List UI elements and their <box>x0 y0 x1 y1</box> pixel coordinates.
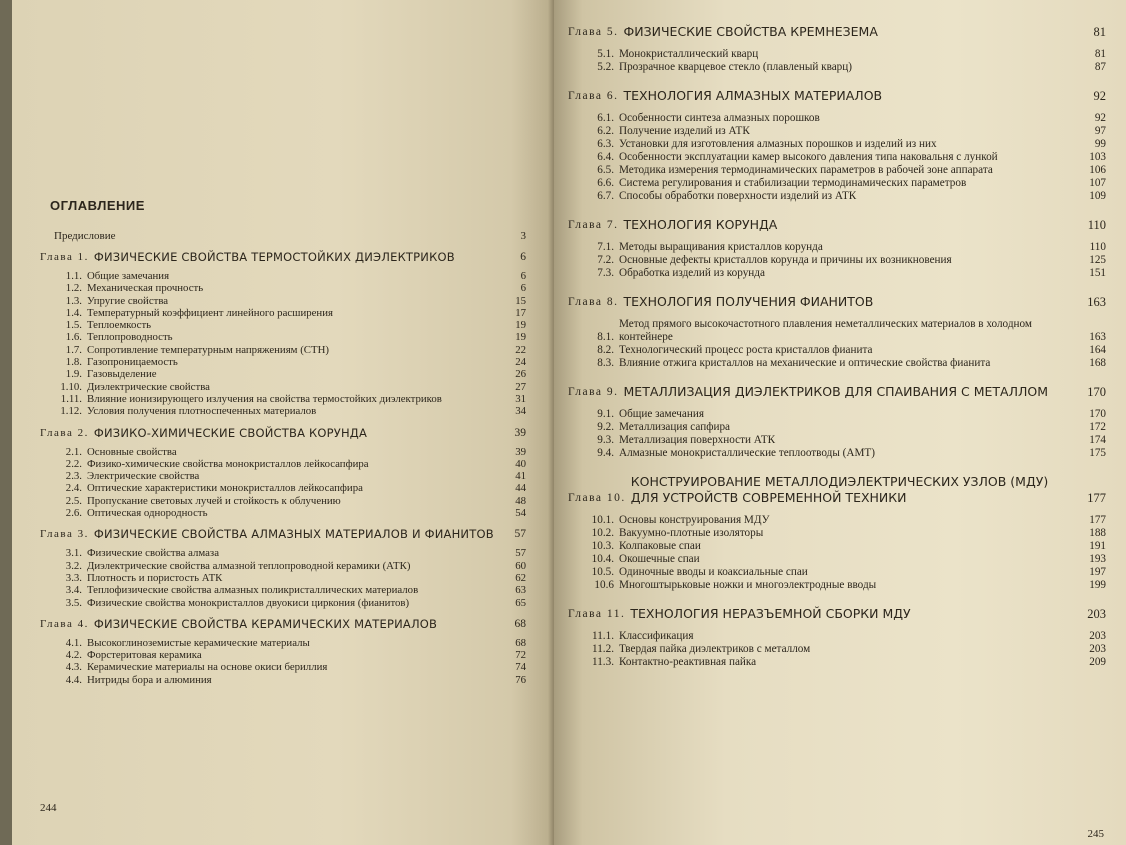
item-number: 8.1. <box>597 331 614 343</box>
toc-item <box>568 643 1106 656</box>
item-number: 7.1. <box>597 241 614 253</box>
toc-item <box>568 267 1106 280</box>
toc-item <box>568 630 1106 643</box>
item-title: Одиночные вводы и коаксиальные спаи <box>619 566 808 578</box>
item-page: 17 <box>515 306 526 319</box>
chapter-label: Глава 6. <box>568 90 619 102</box>
item-page: 92 <box>1094 112 1106 124</box>
item-title: Теплоемкость <box>87 319 152 332</box>
chapter-label: Глава 1. <box>40 251 89 263</box>
toc-item <box>40 307 526 319</box>
item-page: 19 <box>515 319 526 332</box>
item-number: 1.5. <box>65 319 82 332</box>
toc-item <box>40 344 526 356</box>
item-title: Металлизация поверхности АТК <box>619 434 776 446</box>
item-number: 9.3. <box>597 434 614 446</box>
item-title: Оптические характеристики монокристаллов лейкосапфира <box>87 482 363 495</box>
item-page: 191 <box>1089 540 1106 552</box>
item-page: 26 <box>515 368 526 381</box>
right-chapter-list <box>568 24 1106 669</box>
item-title: Упругие свойства <box>87 294 169 307</box>
toc-item <box>40 368 526 380</box>
item-number: 6.3. <box>597 138 614 150</box>
chapter-page: 6 <box>520 251 526 263</box>
item-title: Основные свойства <box>87 445 177 458</box>
item-number: 11.2. <box>592 643 614 655</box>
toc-item <box>568 138 1106 151</box>
item-page: 6 <box>520 282 526 295</box>
item-title: Методика измерения термодинамических параметров в рабочей зоне аппарата <box>619 164 993 176</box>
toc-item <box>568 434 1106 447</box>
chapter-page: 110 <box>1087 218 1106 232</box>
chapter-title: ФИЗИЧЕСКИЕ СВОЙСТВА КЕРАМИЧЕСКИХ МАТЕРИАЛОВ <box>93 616 438 631</box>
toc-item <box>40 584 526 596</box>
item-number: 2.4. <box>65 482 82 495</box>
item-number: 4.1. <box>65 636 82 649</box>
item-number: 5.2. <box>597 61 614 73</box>
item-number: 6.7. <box>597 190 614 202</box>
item-page: 177 <box>1089 514 1106 526</box>
item-page: 203 <box>1089 643 1106 655</box>
item-page: 15 <box>515 294 526 307</box>
item-number: 8.2. <box>597 344 614 356</box>
left-chapter-list <box>40 250 526 686</box>
item-title: Электрические свойства <box>87 470 200 483</box>
item-page: 63 <box>515 584 526 597</box>
item-page: 168 <box>1089 357 1106 369</box>
chapter-title: КОНСТРУИРОВАНИЕ МЕТАЛЛОДИЭЛЕКТРИЧЕСКИХ УЗЛОВ (МДУ) ДЛЯ УСТРОЙСТВ СОВРЕМЕННОЙ ТЕХНИКИ <box>630 474 1049 505</box>
item-title: Физические свойства алмаза <box>87 547 219 560</box>
item-page: 54 <box>515 507 526 520</box>
toc-item <box>40 270 526 282</box>
chapter-label: Глава 5. <box>568 26 619 38</box>
item-page: 31 <box>515 392 526 405</box>
item-page: 48 <box>515 494 526 507</box>
item-title: Алмазные монокристаллические теплоотводы (АМТ) <box>619 447 875 459</box>
item-page: 62 <box>515 571 526 584</box>
item-page: 41 <box>515 470 526 483</box>
item-title: Особенности синтеза алмазных порошков <box>619 112 820 124</box>
toc-item <box>568 344 1106 357</box>
item-title: Окошечные спаи <box>619 553 700 565</box>
item-page: 60 <box>515 559 526 572</box>
item-page: 106 <box>1089 164 1106 176</box>
item-title: Физико-химические свойства монокристаллов лейкосапфира <box>87 457 369 470</box>
item-number: 9.1. <box>597 408 614 420</box>
item-title: Температурный коэффициент линейного расширения <box>87 306 333 319</box>
item-number: 1.3. <box>65 294 82 307</box>
item-title: Метод прямого высокочастотного плавления неметаллических материалов в холодном контейнере <box>619 318 1032 343</box>
item-number: 1.2. <box>65 282 82 295</box>
chapter-label: Глава 3. <box>40 528 89 541</box>
toc-item <box>568 447 1106 460</box>
preface-page: 3 <box>520 230 526 242</box>
toc-item <box>40 507 526 519</box>
toc-item <box>568 553 1106 566</box>
chapter-title: ТЕХНОЛОГИЯ НЕРАЗЪЕМНОЙ СБОРКИ МДУ <box>630 606 911 621</box>
toc-item <box>40 674 526 686</box>
item-title: Оптическая однородность <box>87 507 208 520</box>
item-number: 11.1. <box>592 630 614 642</box>
toc-item <box>568 241 1106 254</box>
chapter-heading <box>40 527 526 541</box>
item-title: Высокоглиноземистые керамические материалы <box>87 636 310 649</box>
toc-item <box>40 547 526 559</box>
item-page: 81 <box>1094 48 1106 60</box>
item-page: 24 <box>515 356 526 369</box>
chapter-heading <box>568 217 1106 233</box>
chapter-heading <box>568 88 1106 104</box>
toc-item <box>40 282 526 294</box>
toc-item <box>40 637 526 649</box>
chapter-page: 177 <box>1087 491 1106 505</box>
item-title: Влияние отжига кристаллов на механические и оптические свойства фианита <box>619 357 991 369</box>
toc-item <box>40 405 526 417</box>
item-page: 40 <box>515 457 526 470</box>
page-number-right: 245 <box>1087 828 1104 840</box>
item-title: Общие замечания <box>619 408 704 420</box>
item-page: 65 <box>515 596 526 609</box>
toc-item <box>568 514 1106 527</box>
item-title: Основы конструирования МДУ <box>619 514 770 526</box>
item-number: 1.6. <box>65 331 82 344</box>
chapter-label: Глава 10. <box>568 492 626 504</box>
toc-item <box>40 381 526 393</box>
chapter-heading <box>568 606 1106 622</box>
item-page: 19 <box>515 331 526 344</box>
chapter-heading <box>40 250 526 264</box>
item-number: 9.2. <box>597 421 614 433</box>
item-number: 6.6. <box>597 177 614 189</box>
chapter-label: Глава 4. <box>40 617 89 630</box>
item-title: Теплопроводность <box>87 331 173 344</box>
item-number: 1.12. <box>60 405 82 418</box>
item-number: 3.2. <box>65 559 82 572</box>
item-page: 39 <box>515 445 526 458</box>
chapter-page: 163 <box>1087 295 1106 309</box>
item-title: Система регулирования и стабилизации термодинамических параметров <box>619 177 967 189</box>
item-title: Механическая прочность <box>87 282 204 295</box>
toc-item <box>40 649 526 661</box>
item-page: 6 <box>520 270 526 282</box>
item-number: 8.3. <box>597 357 614 369</box>
item-title: Физические свойства монокристаллов двуокиси циркония (фианитов) <box>87 596 410 609</box>
toc-item <box>568 566 1106 579</box>
chapter-heading <box>568 474 1106 506</box>
item-number: 6.4. <box>597 151 614 163</box>
item-title: Получение изделий из АТК <box>619 125 750 137</box>
item-number: 2.6. <box>65 507 82 520</box>
item-title: Газопроницаемость <box>87 356 178 369</box>
item-page: 151 <box>1089 267 1106 279</box>
item-number: 10.4. <box>591 553 614 565</box>
chapter-title: ФИЗИЧЕСКИЕ СВОЙСТВА ТЕРМОСТОЙКИХ ДИЭЛЕКТРИКОВ <box>93 250 455 264</box>
chapter-title: МЕТАЛЛИЗАЦИЯ ДИЭЛЕКТРИКОВ ДЛЯ СПАИВАНИЯ С МЕТАЛЛОМ <box>623 384 1048 399</box>
chapter-title: ФИЗИЧЕСКИЕ СВОЙСТВА АЛМАЗНЫХ МАТЕРИАЛОВ И ФИАНИТОВ <box>93 527 494 542</box>
toc-item <box>40 482 526 494</box>
toc-item <box>568 112 1106 125</box>
toc-item <box>40 319 526 331</box>
item-number: 3.5. <box>65 596 82 609</box>
item-number: 3.3. <box>65 571 82 584</box>
toc-item <box>568 164 1106 177</box>
item-number: 6.1. <box>597 112 614 124</box>
toc-item <box>40 331 526 343</box>
item-title: Установки для изготовления алмазных порошков и изделий из них <box>619 138 937 150</box>
toc-item <box>568 254 1106 267</box>
toc-item <box>40 495 526 507</box>
toc-item <box>40 661 526 673</box>
item-number: 6.2. <box>597 125 614 137</box>
chapter-page: 57 <box>514 528 526 541</box>
item-number: 1.10. <box>60 380 82 393</box>
item-title: Прозрачное кварцевое стекло (плавленый кварц) <box>619 61 852 73</box>
toc-item <box>40 470 526 482</box>
toc-item <box>568 527 1106 540</box>
chapter-title: ТЕХНОЛОГИЯ КОРУНДА <box>623 217 778 232</box>
item-page: 99 <box>1094 138 1106 150</box>
item-number: 4.4. <box>65 673 82 686</box>
chapter-heading <box>40 426 526 440</box>
item-page: 203 <box>1089 630 1106 642</box>
item-title: Керамические материалы на основе окиси бериллия <box>87 661 328 674</box>
item-number: 10.1. <box>591 514 614 526</box>
item-number: 1.7. <box>65 343 82 356</box>
item-title: Классификация <box>619 630 694 642</box>
item-page: 174 <box>1089 434 1106 446</box>
toc-item <box>568 151 1106 164</box>
item-number: 7.2. <box>597 254 614 266</box>
item-title: Сопротивление температурным напряжениям (СТН) <box>87 343 329 356</box>
item-number: 2.3. <box>65 470 82 483</box>
item-page: 197 <box>1089 566 1106 578</box>
chapter-title: ТЕХНОЛОГИЯ ПОЛУЧЕНИЯ ФИАНИТОВ <box>623 294 874 309</box>
chapter-label: Глава 8. <box>568 296 619 308</box>
toc-item <box>40 393 526 405</box>
chapter-heading <box>568 384 1106 400</box>
item-page: 107 <box>1089 177 1106 189</box>
item-number: 10.2. <box>591 527 614 539</box>
item-title: Плотность и пористость АТК <box>87 571 223 584</box>
chapter-title: ФИЗИКО-ХИМИЧЕСКИЕ СВОЙСТВА КОРУНДА <box>93 425 368 440</box>
chapter-page: 203 <box>1087 607 1106 621</box>
item-page: 109 <box>1089 190 1106 202</box>
item-page: 110 <box>1089 241 1106 253</box>
toc-item <box>568 540 1106 553</box>
item-number: 7.3. <box>597 267 614 279</box>
item-title: Теплофизические свойства алмазных поликристаллических материалов <box>87 584 419 597</box>
item-page: 97 <box>1094 125 1106 137</box>
right-page <box>554 0 1126 845</box>
item-number: 1.11. <box>60 392 82 405</box>
item-title: Металлизация сапфира <box>619 421 731 433</box>
item-title: Пропускание световых лучей и стойкость к облучению <box>87 494 341 507</box>
item-number: 3.4. <box>65 584 82 597</box>
item-number: 11.3. <box>592 656 614 668</box>
item-title: Вакуумно-плотные изоляторы <box>619 527 764 539</box>
item-number: 6.5. <box>597 164 614 176</box>
item-title: Основные дефекты кристаллов корунда и причины их возникновения <box>619 254 952 266</box>
item-number: 2.2. <box>65 457 82 470</box>
page-number-left: 244 <box>40 802 57 814</box>
item-number: 1.4. <box>65 306 82 319</box>
preface-entry <box>40 230 526 242</box>
item-number: 2.5. <box>65 494 82 507</box>
toc-item <box>568 318 1106 344</box>
toc-item <box>568 61 1106 74</box>
item-page: 103 <box>1089 151 1106 163</box>
item-title: Диэлектрические свойства <box>87 380 210 393</box>
item-title: Контактно-реактивная пайка <box>619 656 757 668</box>
item-title: Влияние ионизирующего излучения на свойства термостойких диэлектриков <box>87 392 442 405</box>
chapter-heading <box>568 294 1106 310</box>
preface-title: Предисловие <box>54 230 116 242</box>
toc-item <box>40 458 526 470</box>
item-number: 10.5. <box>591 566 614 578</box>
item-title: Способы обработки поверхности изделий из АТК <box>619 190 857 202</box>
toc-item <box>40 295 526 307</box>
item-number: 2.1. <box>65 445 82 458</box>
item-number: 9.4. <box>597 447 614 459</box>
item-number: 4.2. <box>65 649 82 662</box>
item-title: Колпаковые спаи <box>619 540 701 552</box>
item-title: Диэлектрические свойства алмазной теплопроводной керамики (АТК) <box>87 559 411 572</box>
toc-item <box>568 656 1106 669</box>
chapter-page: 68 <box>514 617 526 630</box>
item-title: Особенности эксплуатации камер высокого давления типа наковальня с лункой <box>619 151 998 163</box>
toc-item <box>40 446 526 458</box>
item-number: 1.8. <box>65 356 82 369</box>
item-number: 10.3. <box>591 540 614 552</box>
toc-item <box>568 579 1106 592</box>
item-page: 170 <box>1089 408 1106 420</box>
chapter-label: Глава 11. <box>568 608 626 620</box>
item-title: Форстеритовая керамика <box>87 649 202 662</box>
item-number: 4.3. <box>65 661 82 674</box>
chapter-heading <box>40 617 526 631</box>
item-page: 22 <box>515 343 526 356</box>
item-number: 5.1. <box>597 48 614 60</box>
toc-item <box>568 190 1106 203</box>
item-page: 125 <box>1089 254 1106 266</box>
toc-item <box>40 597 526 609</box>
item-page: 164 <box>1089 344 1106 356</box>
item-number: 1.9. <box>65 368 82 381</box>
toc-item <box>40 572 526 584</box>
item-page: 199 <box>1089 579 1106 591</box>
chapter-page: 81 <box>1093 25 1106 39</box>
chapter-title: ТЕХНОЛОГИЯ АЛМАЗНЫХ МАТЕРИАЛОВ <box>623 88 883 103</box>
chapter-page: 39 <box>514 426 526 439</box>
item-number: 3.1. <box>65 547 82 560</box>
chapter-label: Глава 7. <box>568 219 619 231</box>
item-page: 175 <box>1089 447 1106 459</box>
chapter-label: Глава 9. <box>568 386 619 398</box>
toc-item <box>568 177 1106 190</box>
item-page: 74 <box>515 661 526 674</box>
item-page: 188 <box>1089 527 1106 539</box>
item-page: 44 <box>515 482 526 495</box>
item-title: Технологический процесс роста кристаллов фианита <box>619 344 873 356</box>
item-page: 172 <box>1089 421 1106 433</box>
toc-item <box>40 356 526 368</box>
chapter-page: 92 <box>1093 89 1106 103</box>
item-number: 1.1. <box>65 270 82 282</box>
chapter-title: ФИЗИЧЕСКИЕ СВОЙСТВА КРЕМНЕЗЕМА <box>623 24 878 39</box>
item-page: 72 <box>515 649 526 662</box>
item-title: Условия получения плотноспеченных материалов <box>87 405 317 418</box>
item-page: 76 <box>515 673 526 686</box>
item-page: 57 <box>515 547 526 560</box>
item-title: Твердая пайка диэлектриков с металлом <box>619 643 811 655</box>
item-page: 163 <box>1089 331 1106 343</box>
toc-heading: ОГЛАВЛЕНИЕ <box>50 198 145 213</box>
item-page: 209 <box>1089 656 1106 668</box>
toc-item <box>568 357 1106 370</box>
item-title: Нитриды бора и алюминия <box>87 673 212 686</box>
item-title: Общие замечания <box>87 270 170 282</box>
item-title: Монокристаллический кварц <box>619 48 759 60</box>
toc-item <box>568 48 1106 61</box>
item-page: 27 <box>515 380 526 393</box>
toc-item <box>568 408 1106 421</box>
chapter-page: 170 <box>1087 385 1106 399</box>
item-number: 10.6 <box>594 579 614 591</box>
item-page: 34 <box>515 405 526 418</box>
item-page: 193 <box>1089 553 1106 565</box>
item-title: Газовыделение <box>87 368 157 381</box>
item-page: 68 <box>515 636 526 649</box>
chapter-label: Глава 2. <box>40 426 89 439</box>
toc-item <box>40 560 526 572</box>
toc-item <box>568 125 1106 138</box>
item-title: Методы выращивания кристаллов корунда <box>619 241 823 253</box>
item-title: Обработка изделий из корунда <box>619 267 765 279</box>
chapter-heading <box>568 24 1106 40</box>
item-page: 87 <box>1094 61 1106 73</box>
item-title: Многоштырьковые ножки и многоэлектродные вводы <box>619 579 877 591</box>
left-page <box>12 0 554 845</box>
toc-item <box>568 421 1106 434</box>
